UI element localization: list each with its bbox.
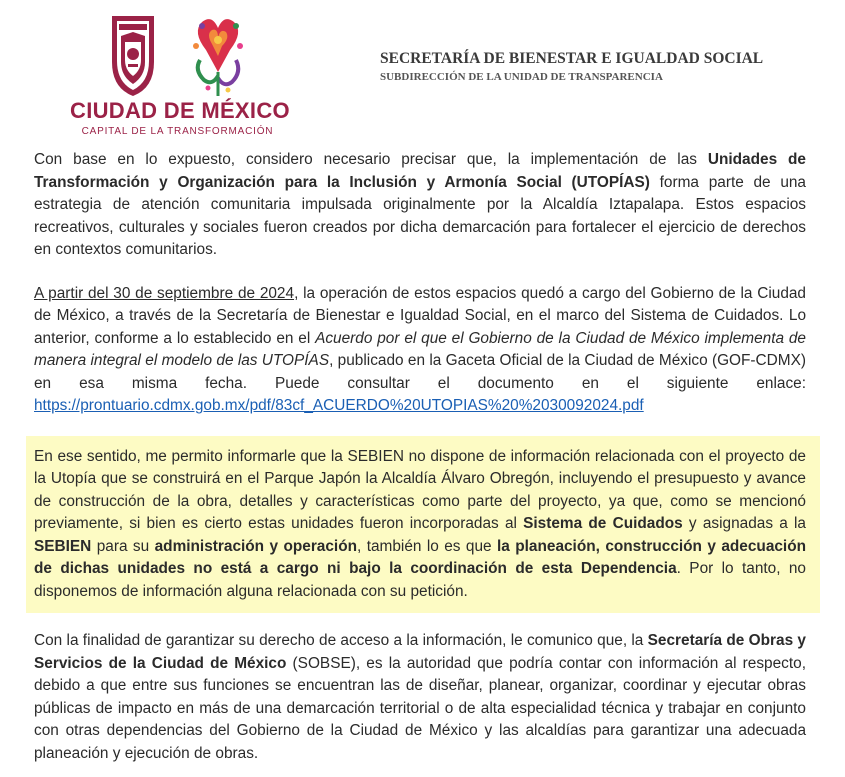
text: forma parte de una estrategia de atención comunitaria impulsada originalmente por la Alcaldía Iztapalapa. Estos espacios recreativos, culturales y sociales fueron creados por dicha demarcación para fortalecer el ejercicio de derechos en contextos comunitarios. — [34, 173, 806, 258]
gazette-link[interactable]: https://prontuario.cdmx.gob.mx/pdf/83cf_ACUERDO%20UTOPIAS%20%2030092024.pdf — [34, 397, 644, 414]
heart-flower-icon — [193, 19, 243, 96]
highlighted-paragraph — [26, 436, 820, 614]
cdmx-logo — [108, 10, 258, 100]
text: y asignadas a la — [682, 515, 806, 532]
department-title: SECRETARÍA DE BIENESTAR E IGUALDAD SOCIAL — [380, 50, 764, 67]
logo-title: CIUDAD DE MÉXICO — [70, 98, 290, 123]
department-block — [380, 50, 763, 83]
text: (SOBSE), es la autoridad que podría contar con información al respecto, debido a que entre sus funciones se encuentran las de diseñar, planear, organizar, coordinar y ejecutar obras públicas de impacto en más de una demarcación territorial o de alta especialidad técnica y trabajar en conjunto con otras dependencias del Gobierno de la Ciudad de México y las alcaldías para garantizar una adecuada planeación y ejecución de obras. — [34, 654, 806, 762]
coat-of-arms-icon — [112, 16, 154, 96]
text: . Por lo tanto, no disponemos de información alguna relacionada con su petición. — [34, 560, 806, 600]
bold-text: Sistema de Cuidados — [523, 515, 683, 532]
paragraph-utopias-intro — [34, 149, 806, 262]
bold-text: la planeación, construcción y adecuación de dichas unidades no está a cargo ni bajo la coordinación de esta Dependencia — [34, 537, 807, 577]
document-body — [34, 149, 806, 765]
department-subtitle: SUBDIRECCIÓN DE LA UNIDAD DE TRANSPARENCIA — [380, 71, 663, 83]
text: para su — [91, 537, 155, 555]
paragraph-sobse-referral — [34, 630, 806, 765]
bold-text: administración y operación — [154, 537, 358, 555]
text: , publicado en la Gaceta Oficial de la Ciudad de México (GOF-CDMX) en esa misma fecha. Puede consultar el documento en el siguiente enlace: — [34, 352, 806, 392]
text: Con la finalidad de garantizar su derecho de acceso a la información, le comunico que, la — [34, 632, 648, 649]
italic-agreement-title: Acuerdo por el que el Gobierno de la Ciudad de México implementa de manera integral el modelo de las UTOPÍAS — [34, 329, 806, 369]
text: , la operación de estos espacios quedó a cargo del Gobierno de la Ciudad de México, a través de la Secretaría de Bienestar e Igualdad Social, en el marco del Sistema de Cuidados. Lo anterior, conforme a lo establecido en el — [34, 284, 806, 347]
bold-text: Unidades de Transformación y Organización para la Inclusión y Armonía Social (UTOPÍAS) — [34, 151, 806, 191]
paragraph-operation-transfer — [34, 283, 806, 418]
logo-subtitle: CAPITAL DE LA TRANSFORMACIÓN — [81, 126, 274, 137]
bold-text: Secretaría de Obras y Servicios de la Ciudad de México — [34, 632, 806, 672]
underlined-date: A partir del 30 de septiembre de 2024 — [34, 284, 295, 302]
text: Con base en lo expuesto, considero necesario precisar que, la implementación de las — [34, 151, 708, 168]
bold-text: SEBIEN — [34, 537, 92, 555]
text: , también lo es que — [357, 537, 497, 555]
letterhead — [0, 0, 845, 145]
text: En ese sentido, me permito informarle que la SEBIEN no dispone de información relacionada con el proyecto de la Utopía que se construirá en el Parque Japón la Alcaldía Álvaro Obregón, incluyendo el presupuesto y avance de construcción de la obra, detalles y características como parte del proyecto, ya que, como se mencionó previamente, si bien es cierto estas unidades fueron incorporadas al — [34, 447, 806, 532]
